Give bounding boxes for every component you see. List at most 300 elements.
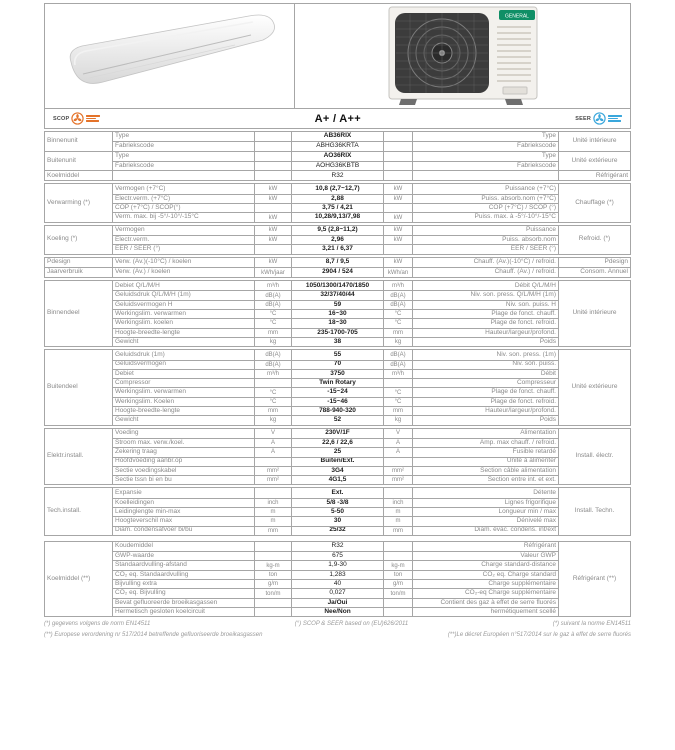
param-nl-cell: Hoogte-breedte-lengte	[113, 406, 255, 415]
param-nl-cell: Debiet	[113, 369, 255, 378]
param-nl-cell: Verm. max. bij -5°/-10°/-15°C	[113, 212, 255, 221]
seer-energy-bars	[608, 115, 622, 122]
category-fr-cell: Chauffage (*)	[575, 198, 614, 206]
value-cell: Nee/Non	[292, 607, 384, 616]
category-nl-cell: Verwarming (*)	[45, 184, 113, 221]
value-cell: 59	[292, 300, 384, 309]
value-cell: 8,7 / 9,5	[292, 258, 384, 267]
param-fr-cell: Charge supplémentaire	[413, 579, 559, 588]
param-fr-cell: CO₂-eq Charge supplémentaire	[413, 588, 559, 597]
unit-fr-cell: A	[384, 438, 413, 447]
param-nl-cell: Diam. condensafvoer bi/bu	[113, 526, 255, 535]
param-nl-cell: COP (+7°C) / SCOP(°)	[113, 203, 255, 212]
param-fr-cell: Compresseur	[413, 378, 559, 387]
unit-nl-cell: kW	[255, 212, 292, 221]
scop-energy-bars	[86, 115, 100, 122]
unit-fr-cell	[384, 171, 413, 180]
param-nl-cell: GWP-waarde	[113, 551, 255, 560]
param-nl-cell: Fabriekscode	[113, 161, 255, 170]
param-nl-cell: Werkingslim. koelen	[113, 318, 255, 327]
value-cell: Ja/Oui	[292, 598, 384, 607]
energy-class-label: A+ / A++	[314, 112, 361, 125]
category-nl-cell: Koeling (*)	[45, 226, 113, 254]
param-fr-cell: Plage de fonct. chauff.	[413, 309, 559, 318]
spec-block	[44, 131, 631, 181]
value-cell: 2,96	[292, 235, 384, 244]
value-cell: R32	[292, 542, 384, 551]
value-cell: 16~30	[292, 309, 384, 318]
param-fr-cell: Charge standard-distance	[413, 560, 559, 569]
param-nl-cell: Stroom max. verw./koel.	[113, 438, 255, 447]
indoor-unit-image	[55, 10, 285, 102]
param-fr-cell: Poids	[413, 337, 559, 346]
unit-nl-cell: mm²	[255, 475, 292, 484]
energy-rating-bar	[44, 109, 631, 129]
unit-nl-cell: m³/h	[255, 369, 292, 378]
footnote-line-2	[44, 631, 631, 639]
value-cell: 18~30	[292, 318, 384, 327]
unit-fr-cell: °C	[384, 397, 413, 406]
unit-nl-cell: A	[255, 447, 292, 456]
value-cell: AOHG36KBTB	[292, 161, 384, 170]
param-nl-cell: Koudemiddel	[113, 542, 255, 551]
param-fr-cell: Type	[413, 132, 559, 141]
unit-fr-cell: m³/h	[384, 281, 413, 290]
value-cell: 788-940-320	[292, 406, 384, 415]
footnote-line-1	[44, 620, 631, 628]
unit-fr-cell: dB(A)	[384, 350, 413, 359]
unit-nl-cell: inch	[255, 498, 292, 507]
value-cell: 32/37/40/44	[292, 290, 384, 299]
unit-nl-cell	[255, 457, 292, 466]
unit-fr-cell: kW	[384, 184, 413, 193]
unit-nl-cell	[255, 542, 292, 551]
category-fr-cell: Consom. Annuel	[580, 268, 628, 276]
param-fr-cell: EER / SEER (°)	[413, 244, 559, 253]
spec-section	[45, 281, 630, 346]
param-nl-cell: Sectie tssn bi en bu	[113, 475, 255, 484]
category-fr-cell: Pdesign	[604, 257, 628, 265]
param-nl-cell: Werkingslim. Koelen	[113, 397, 255, 406]
footnote-fr-regulation: (**)Le décret Européen n°517/2014 sur le gaz à effet de serre fluorés	[447, 632, 631, 639]
param-fr-cell: COP (+7°C) / SCOP (°)	[413, 203, 559, 212]
param-nl-cell: Hoofdvoeding aanbr.op	[113, 457, 255, 466]
unit-nl-cell: °C	[255, 387, 292, 396]
param-fr-cell: Réfrigérant	[413, 542, 559, 551]
param-nl-cell: EER / SEER (°)	[113, 244, 255, 253]
value-cell: 40	[292, 579, 384, 588]
unit-fr-cell	[384, 457, 413, 466]
param-fr-cell: Valeur GWP	[413, 551, 559, 560]
seer-label: SEER	[575, 115, 591, 122]
unit-nl-cell: g/m	[255, 579, 292, 588]
unit-fr-cell: m	[384, 516, 413, 525]
param-nl-cell: Compressor	[113, 378, 255, 387]
spec-section	[45, 258, 630, 267]
value-cell: 235-1700-705	[292, 328, 384, 337]
unit-fr-cell: kW	[384, 194, 413, 203]
param-fr-cell: Longueur min / max	[413, 507, 559, 516]
category-nl-cell: Elektr.install.	[45, 429, 113, 485]
spec-section	[45, 542, 630, 616]
param-fr-cell: Amp. max chauff. / refroid.	[413, 438, 559, 447]
spec-section	[45, 226, 630, 254]
unit-fr-cell: kWh/an	[384, 268, 413, 277]
unit-nl-cell	[255, 551, 292, 560]
value-cell: 5-50	[292, 507, 384, 516]
unit-nl-cell	[255, 161, 292, 170]
value-cell: 2,88	[292, 194, 384, 203]
value-cell: ABHG36KRTA	[292, 141, 384, 150]
unit-fr-cell	[384, 203, 413, 212]
unit-nl-cell: °C	[255, 309, 292, 318]
param-fr-cell: Puissance (+7°C)	[413, 184, 559, 193]
unit-nl-cell: kWh/jaar	[255, 268, 292, 277]
param-fr-cell	[413, 171, 559, 180]
unit-nl-cell	[255, 203, 292, 212]
param-fr-cell: Type	[413, 152, 559, 161]
unit-nl-cell: kW	[255, 194, 292, 203]
brand-text: GENERAL	[504, 13, 529, 19]
category-nl-cell: Buitenunit	[45, 152, 113, 171]
unit-fr-cell: °C	[384, 318, 413, 327]
value-cell: 3750	[292, 369, 384, 378]
unit-fr-cell: dB(A)	[384, 290, 413, 299]
unit-fr-cell: kW	[384, 258, 413, 267]
spec-block	[44, 487, 631, 535]
unit-nl-cell: A	[255, 438, 292, 447]
spec-block	[44, 257, 631, 279]
param-fr-cell: Plage de fonct. refroid.	[413, 318, 559, 327]
param-nl-cell: Geluidsvermogen H	[113, 300, 255, 309]
unit-nl-cell	[255, 607, 292, 616]
unit-nl-cell: dB(A)	[255, 350, 292, 359]
value-cell: AO36RIX	[292, 152, 384, 161]
value-cell: 30	[292, 516, 384, 525]
footnote-fr-norm: (*) suivant la norme EN14511	[552, 621, 631, 628]
unit-fr-cell	[384, 542, 413, 551]
param-nl-cell: CO₂ eq. Bijvulling	[113, 588, 255, 597]
param-nl-cell: Bevat gefluoreerde broeikasgassen	[113, 598, 255, 607]
value-cell: 1050/1300/1470/1850	[292, 281, 384, 290]
param-nl-cell: Hoogteverschil max	[113, 516, 255, 525]
spec-table	[44, 131, 631, 617]
spec-section	[45, 151, 630, 171]
param-nl-cell: Leidinglengte min-max	[113, 507, 255, 516]
unit-nl-cell	[255, 488, 292, 497]
param-fr-cell: Puissance	[413, 226, 559, 235]
param-nl-cell: Debiet Q/L/M/H	[113, 281, 255, 290]
param-nl-cell: Geluidsdruk Q/L/M/H (1m)	[113, 290, 255, 299]
spec-section	[45, 132, 630, 151]
param-fr-cell: Niv. son. puiss. H	[413, 300, 559, 309]
value-cell: 3,75 / 4,21	[292, 203, 384, 212]
unit-fr-cell	[384, 152, 413, 161]
value-cell: 4G1,5	[292, 475, 384, 484]
unit-fr-cell	[384, 607, 413, 616]
spec-block	[44, 541, 631, 617]
unit-fr-cell	[384, 488, 413, 497]
param-fr-cell: Détente	[413, 488, 559, 497]
param-nl-cell: Gewicht	[113, 337, 255, 346]
param-nl-cell: Werkingslim. verwarmen	[113, 309, 255, 318]
unit-fr-cell: dB(A)	[384, 360, 413, 369]
category-nl-cell: Tech.install.	[45, 488, 113, 534]
spec-section	[45, 350, 630, 424]
unit-nl-cell: mm	[255, 526, 292, 535]
unit-fr-cell: m³/h	[384, 369, 413, 378]
unit-nl-cell: kW	[255, 258, 292, 267]
param-fr-cell: Plage de fonct. refroid.	[413, 397, 559, 406]
unit-nl-cell: kg	[255, 337, 292, 346]
param-fr-cell: Hauteur/largeur/profond.	[413, 328, 559, 337]
unit-nl-cell: kg-m	[255, 560, 292, 569]
value-cell: 9,5 (2,8~11,2)	[292, 226, 384, 235]
seer-fan-icon	[593, 112, 606, 125]
unit-fr-cell: mm	[384, 328, 413, 337]
param-fr-cell: Section entre int. et ext.	[413, 475, 559, 484]
category-fr-cell: Unité intérieure	[572, 309, 617, 317]
value-cell: 2904 / 524	[292, 268, 384, 277]
value-cell: 3G4	[292, 466, 384, 475]
param-nl-cell: Type	[113, 152, 255, 161]
param-nl-cell: CO₂ eq. Standaardvulling	[113, 570, 255, 579]
unit-nl-cell	[255, 244, 292, 253]
param-fr-cell: Fabriekscode	[413, 141, 559, 150]
value-cell: 10,28/9,13/7,98	[292, 212, 384, 221]
scop-label: SCOP	[53, 115, 70, 122]
unit-fr-cell: kg-m	[384, 560, 413, 569]
footnote-nl-regulation: (**) Europese verordening nr 517/2014 betreffende gefluoriseerde broeikasgassen	[44, 632, 263, 639]
unit-fr-cell: m	[384, 507, 413, 516]
unit-fr-cell: °C	[384, 309, 413, 318]
seer-logo	[575, 112, 622, 125]
param-nl-cell: Electr.verm.	[113, 235, 255, 244]
unit-fr-cell: kg	[384, 337, 413, 346]
unit-nl-cell: kg	[255, 415, 292, 424]
value-cell: Twin Rotary	[292, 378, 384, 387]
unit-fr-cell	[384, 141, 413, 150]
spec-section	[45, 488, 630, 534]
spec-section	[45, 429, 630, 485]
category-fr-cell: Refroid. (*)	[578, 235, 611, 243]
param-fr-cell: Hauteur/largeur/profond.	[413, 406, 559, 415]
param-fr-cell: Plage de fonct. chauff.	[413, 387, 559, 396]
param-nl-cell: Fabriekscode	[113, 141, 255, 150]
param-fr-cell: Dénivelé max	[413, 516, 559, 525]
unit-nl-cell: m	[255, 516, 292, 525]
unit-fr-cell	[384, 551, 413, 560]
value-cell: 10,8 (2,7~12,7)	[292, 184, 384, 193]
param-nl-cell: Sectie voedingskabel	[113, 466, 255, 475]
spec-block	[44, 225, 631, 255]
unit-nl-cell: °C	[255, 397, 292, 406]
product-photos	[44, 3, 631, 109]
param-fr-cell: Fabriekscode	[413, 161, 559, 170]
unit-fr-cell: V	[384, 429, 413, 438]
unit-foot	[399, 99, 417, 105]
unit-fr-cell	[384, 161, 413, 170]
param-nl-cell: Geluidsdruk (1m)	[113, 350, 255, 359]
unit-fr-cell: dB(A)	[384, 300, 413, 309]
unit-nl-cell: ton/m	[255, 588, 292, 597]
param-nl-cell: Koelleidingen	[113, 498, 255, 507]
unit-fr-cell: mm	[384, 406, 413, 415]
param-nl-cell: Verw. (Av.)(-10°C) / koelen	[113, 258, 255, 267]
unit-fr-cell: ton	[384, 570, 413, 579]
category-fr-cell: Unité extérieure	[571, 383, 618, 391]
footnote-nl-norm: (*) gegevens volgens de norm EN14511	[44, 621, 151, 628]
category-nl-cell: Buitendeel	[45, 350, 113, 424]
spec-section	[45, 267, 630, 277]
param-fr-cell: Puiss. absorb.nom	[413, 235, 559, 244]
value-cell: 70	[292, 360, 384, 369]
param-fr-cell: Débit Q/L/M/H	[413, 281, 559, 290]
unit-nl-cell: kW	[255, 226, 292, 235]
unit-nl-cell: mm²	[255, 466, 292, 475]
scop-logo	[53, 112, 100, 125]
unit-fr-cell: °C	[384, 387, 413, 396]
unit-nl-cell: °C	[255, 318, 292, 327]
unit-nl-cell: mm	[255, 406, 292, 415]
param-nl-cell: Electr.verm. (+7°C)	[113, 194, 255, 203]
unit-nl-cell	[255, 141, 292, 150]
spec-section	[45, 184, 630, 221]
unit-nl-cell: dB(A)	[255, 290, 292, 299]
category-fr-cell: Install. Techn.	[574, 507, 615, 515]
param-nl-cell: Werkingslim. verwarmen	[113, 387, 255, 396]
spec-block	[44, 280, 631, 347]
param-fr-cell: Alimentation	[413, 429, 559, 438]
value-cell: 55	[292, 350, 384, 359]
value-cell: Ext.	[292, 488, 384, 497]
param-nl-cell: Zekering traag	[113, 447, 255, 456]
value-cell: 0,027	[292, 588, 384, 597]
outdoor-unit-image	[375, 5, 551, 108]
value-cell: 230V/1F	[292, 429, 384, 438]
category-nl-cell: Koelmiddel (**)	[45, 542, 113, 616]
value-cell: 25	[292, 447, 384, 456]
unit-fr-cell	[384, 132, 413, 141]
value-cell: -15~24	[292, 387, 384, 396]
unit-nl-cell	[255, 152, 292, 161]
category-nl-cell: Jaarverbruik	[45, 268, 113, 277]
param-fr-cell: Contient des gaz à effet de serre fluorés	[413, 598, 559, 607]
param-nl-cell: Vermogen	[113, 226, 255, 235]
unit-fr-cell: inch	[384, 498, 413, 507]
unit-fr-cell	[384, 378, 413, 387]
unit-nl-cell: V	[255, 429, 292, 438]
value-cell: R32	[292, 171, 384, 180]
unit-foot	[505, 99, 523, 105]
param-nl-cell: Standaardvulling-afstand	[113, 560, 255, 569]
param-fr-cell: CO₂ eq. Charge standard	[413, 570, 559, 579]
unit-nl-cell	[255, 132, 292, 141]
param-fr-cell: Chauff. (Av.)(-10°C) / refroid.	[413, 258, 559, 267]
unit-nl-cell: ton	[255, 570, 292, 579]
value-cell: -15~46	[292, 397, 384, 406]
category-fr-cell: Install. électr.	[575, 452, 614, 460]
param-fr-cell: Débit	[413, 369, 559, 378]
unit-nl-cell: dB(A)	[255, 360, 292, 369]
param-nl-cell: Vermogen (+7°C)	[113, 184, 255, 193]
param-nl-cell: Gewicht	[113, 415, 255, 424]
unit-nl-cell: m	[255, 507, 292, 516]
unit-nl-cell: m³/h	[255, 281, 292, 290]
unit-nl-cell: mm	[255, 328, 292, 337]
unit-nl-cell	[255, 171, 292, 180]
indoor-unit-photo-cell	[45, 4, 295, 108]
unit-nl-cell: kW	[255, 184, 292, 193]
unit-fr-cell	[384, 244, 413, 253]
value-cell: 5/8 -3/8	[292, 498, 384, 507]
param-fr-cell: Lignes frigorifique	[413, 498, 559, 507]
param-fr-cell: Puiss. absorb.nom (+7°C)	[413, 194, 559, 203]
spec-block	[44, 428, 631, 486]
unit-fr-cell: kW	[384, 212, 413, 221]
unit-fr-cell: kg	[384, 415, 413, 424]
param-nl-cell: Verw. (Av.) / koelen	[113, 268, 255, 277]
param-nl-cell: Hermetisch gesloten koelcircuit	[113, 607, 255, 616]
spec-section	[45, 170, 630, 180]
footnote-scop-seer: (°) SCOP & SEER based on (EU)626/2011	[294, 621, 409, 628]
unit-nl-cell	[255, 598, 292, 607]
value-cell: 1,9-30	[292, 560, 384, 569]
param-fr-cell: Section câble alimentation	[413, 466, 559, 475]
unit-fr-cell: mm	[384, 526, 413, 535]
unit-fr-cell: mm²	[384, 475, 413, 484]
scop-fan-icon	[71, 112, 84, 125]
value-cell: 22,6 / 22,6	[292, 438, 384, 447]
param-fr-cell: Chauff. (Av.) / refroid.	[413, 268, 559, 277]
spec-block	[44, 349, 631, 425]
value-cell: 38	[292, 337, 384, 346]
spec-sheet	[44, 3, 631, 639]
param-fr-cell: Diam. évac. condens. int/ext	[413, 526, 559, 535]
unit-nl-cell: dB(A)	[255, 300, 292, 309]
param-fr-cell: Niv. son. press. (1m)	[413, 350, 559, 359]
outdoor-unit-photo-cell	[295, 4, 630, 108]
category-nl-cell: Binnenunit	[45, 132, 113, 151]
category-nl-cell: Pdesign	[45, 258, 113, 267]
param-nl-cell	[113, 171, 255, 180]
value-cell: 1,283	[292, 570, 384, 579]
param-nl-cell: Bijvulling extra	[113, 579, 255, 588]
spec-block	[44, 183, 631, 222]
unit-fr-cell: kW	[384, 226, 413, 235]
param-fr-cell: Fusible retardé	[413, 447, 559, 456]
unit-fr-cell: ton/m	[384, 588, 413, 597]
value-cell: Buiten/Ext.	[292, 457, 384, 466]
unit-fr-cell: A	[384, 447, 413, 456]
param-fr-cell: Unité à alimenter	[413, 457, 559, 466]
unit-nl-cell	[255, 378, 292, 387]
param-nl-cell: Voeding	[113, 429, 255, 438]
param-fr-cell: Puiss. max. à -5°/-10°/-15°C	[413, 212, 559, 221]
value-cell: 3,21 / 6,37	[292, 244, 384, 253]
param-nl-cell: Type	[113, 132, 255, 141]
category-fr-cell: Unité intérieure	[572, 137, 617, 145]
param-fr-cell: hermétiquement scellé	[413, 607, 559, 616]
category-fr-cell: Réfrigérant	[595, 171, 628, 179]
unit-fr-cell: g/m	[384, 579, 413, 588]
param-fr-cell: Poids	[413, 415, 559, 424]
unit-fr-cell: kW	[384, 235, 413, 244]
param-fr-cell: Niv. son. press. Q/L/M/H (1m)	[413, 290, 559, 299]
param-fr-cell: Niv. son. puiss.	[413, 360, 559, 369]
value-cell: 25/32	[292, 526, 384, 535]
param-nl-cell: Geluidsvermogen	[113, 360, 255, 369]
